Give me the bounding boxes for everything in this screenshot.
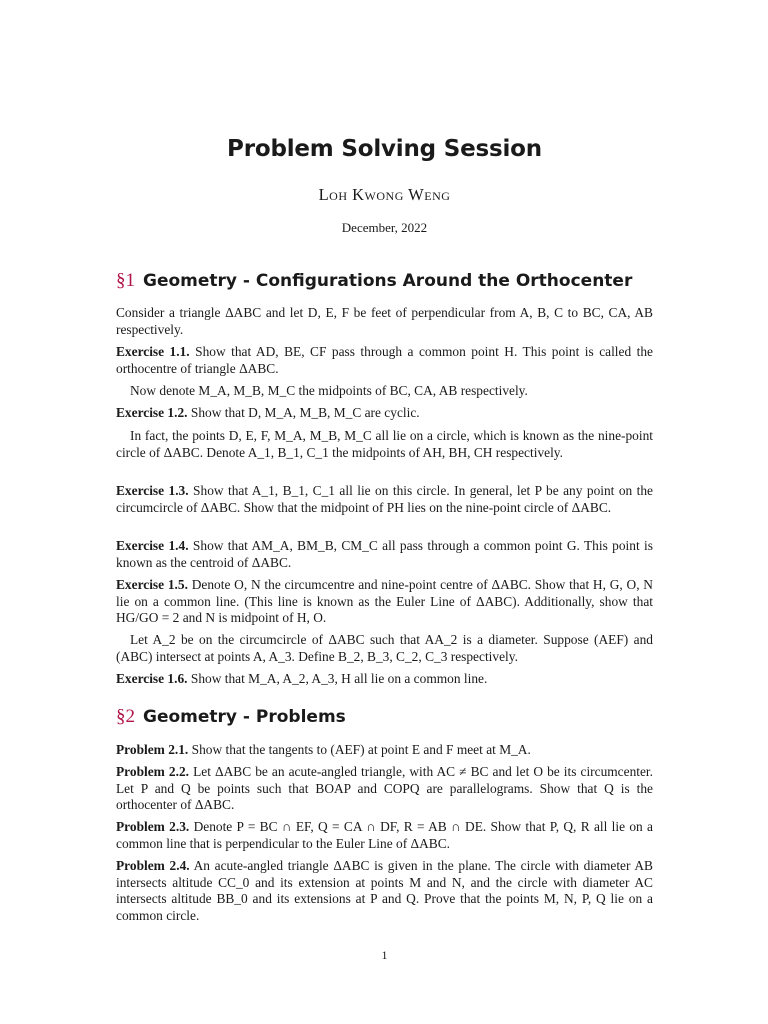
section-title: Geometry - Problems bbox=[143, 707, 346, 727]
exercise-label: Exercise 1.1. bbox=[116, 344, 190, 359]
problem-2-1 bbox=[116, 742, 653, 759]
exercise-label: Exercise 1.6. bbox=[116, 671, 188, 686]
problem-2-2 bbox=[116, 764, 653, 814]
exercise-text: Show that AD, BE, CF pass through a common point H. This point is called the orthocentre of triangle ΔABC. bbox=[116, 344, 653, 376]
paper-date: December, 2022 bbox=[341, 220, 428, 235]
exercise-text: Show that M_A, A_2, A_3, H all lie on a common line. bbox=[190, 671, 488, 686]
section-title: Geometry - Configurations Around the Orthocenter bbox=[143, 271, 633, 291]
problem-text: Denote P = BC ∩ EF, Q = CA ∩ DF, R = AB ∩ DE. Show that P, Q, R all lie on a common line that is perpendicular to the Euler Line of ΔABC. bbox=[116, 819, 653, 851]
exercise-1-4 bbox=[116, 538, 653, 571]
problem-2-4 bbox=[116, 858, 653, 924]
circumcircle-paragraph bbox=[116, 632, 653, 665]
exercise-label: Exercise 1.4. bbox=[116, 538, 189, 553]
paragraph-text: In fact, the points D, E, F, M_A, M_B, M_C all lie on a circle, which is known as the nine-point circle of ΔABC. Denote A_1, B_1, C_1 the midpoints of AH, BH, CH respectively. bbox=[116, 428, 653, 460]
exercise-label: Exercise 1.3. bbox=[116, 483, 189, 498]
section-heading-1 bbox=[116, 270, 653, 292]
exercise-1-5 bbox=[116, 577, 653, 627]
exercise-1-2 bbox=[116, 405, 653, 422]
nine-point-paragraph bbox=[116, 428, 653, 461]
intro-paragraph bbox=[116, 305, 653, 338]
problem-text: Let ΔABC be an acute-angled triangle, with AC ≠ BC and let O be its circumcenter. Let P and Q be points such that BOAP and COPQ are parallelograms. Show that Q is the orthocenter of ΔABC. bbox=[116, 764, 653, 813]
paragraph-text: Now denote M_A, M_B, M_C the midpoints of BC, CA, AB respectively. bbox=[130, 383, 528, 398]
exercise-text: Show that AM_A, BM_B, CM_C all pass through a common point G. This point is known as the centroid of ΔABC. bbox=[116, 538, 653, 570]
problem-text: An acute-angled triangle ΔABC is given in the plane. The circle with diameter AB intersects altitude CC_0 and its extension at points M and N, and the circle with diameter AC intersects altitude BB_0 and its extensions at P and Q. Prove that the points M, N, P, Q lie on a common circle. bbox=[116, 858, 653, 923]
problem-label: Problem 2.1. bbox=[116, 742, 189, 757]
problem-label: Problem 2.2. bbox=[116, 764, 189, 779]
exercise-1-6 bbox=[116, 671, 653, 688]
paper-title: Problem Solving Session bbox=[227, 136, 542, 162]
page-number: 1 bbox=[381, 948, 388, 962]
section-number: §1 bbox=[116, 270, 135, 291]
exercise-label: Exercise 1.2. bbox=[116, 405, 188, 420]
section-heading-2 bbox=[116, 706, 653, 728]
section-number: §2 bbox=[116, 706, 135, 727]
author-name: Loh Kwong Weng bbox=[318, 185, 451, 204]
midpoints-paragraph bbox=[116, 383, 653, 400]
exercise-label: Exercise 1.5. bbox=[116, 577, 188, 592]
exercise-text: Show that A_1, B_1, C_1 all lie on this circle. In general, let P be any point on the circumcircle of ΔABC. Show that the midpoint of PH lies on the nine-point circle of ΔABC. bbox=[116, 483, 654, 515]
exercise-1-3 bbox=[116, 483, 653, 516]
exercise-text: Show that D, M_A, M_B, M_C are cyclic. bbox=[190, 405, 420, 420]
problem-2-3 bbox=[116, 819, 653, 852]
paragraph-text: Let A_2 be on the circumcircle of ΔABC such that AA_2 is a diameter. Suppose (AEF) and (ABC) intersect at points A, A_3. Define B_2, B_3, C_2, C_3 respectively. bbox=[116, 632, 653, 664]
paragraph-text: Consider a triangle ΔABC and let D, E, F be feet of perpendicular from A, B, C to BC, CA, AB respectively. bbox=[116, 305, 653, 337]
exercise-1-1 bbox=[116, 344, 653, 377]
problem-label: Problem 2.4. bbox=[116, 858, 190, 873]
exercise-text: Denote O, N the circumcentre and nine-point centre of ΔABC. Show that H, G, O, N lie on a common line. (This line is known as the Euler Line of ΔABC). Additionally, show that HG/GO = 2 and N is midpoint of H, O. bbox=[116, 577, 653, 626]
problem-label: Problem 2.3. bbox=[116, 819, 190, 834]
problem-text: Show that the tangents to (AEF) at point E and F meet at M_A. bbox=[191, 742, 531, 757]
